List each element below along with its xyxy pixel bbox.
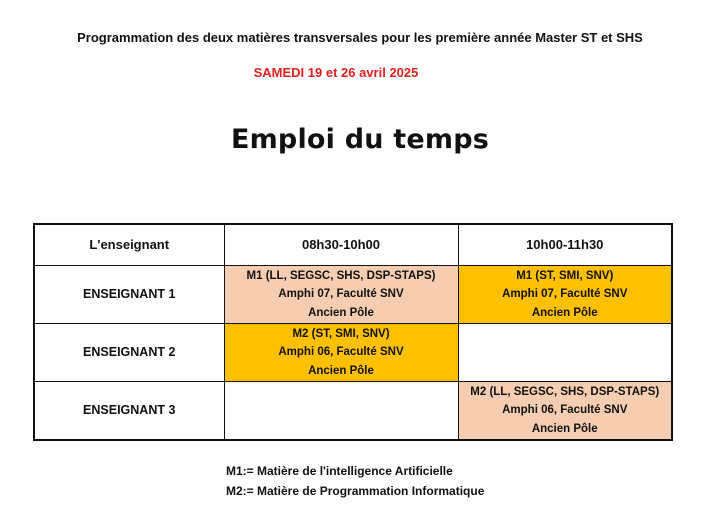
header-slot-1: 08h30-10h00 [224, 224, 458, 266]
page-title: Emploi du temps [230, 124, 490, 155]
timetable [33, 223, 673, 441]
course-cell [224, 324, 458, 382]
table-row [34, 266, 672, 324]
place-label: Ancien Pôle [308, 306, 374, 319]
date-line: SAMEDI 19 et 26 avril 2025 [253, 65, 419, 80]
course-label: M1 (LL, SEGSC, SHS, DSP-STAPS) [246, 269, 436, 282]
empty-cell [224, 382, 458, 441]
course-label: M1 (ST, SMI, SNV) [516, 269, 614, 282]
empty-cell [458, 324, 672, 382]
header-slot-2: 10h00-11h30 [458, 224, 672, 266]
course-cell [224, 266, 458, 324]
place-label: Ancien Pôle [531, 306, 598, 319]
table-row [34, 324, 672, 382]
course-cell [458, 266, 672, 324]
course-label: M2 (ST, SMI, SNV) [292, 327, 390, 340]
course-label: M2 (LL, SEGSC, SHS, DSP-STAPS) [470, 385, 660, 398]
room-label: Amphi 06, Faculté SNV [278, 346, 404, 359]
room-label: Amphi 07, Faculté SNV [278, 288, 404, 301]
document-subtitle: Programmation des deux matières transversales pour les première année Master ST et SHS [77, 30, 643, 45]
course-cell [458, 382, 672, 441]
table-row [34, 382, 672, 441]
legend-m1: M1:= Matière de l'intelligence Artificielle [226, 464, 453, 478]
teacher-name: ENSEIGNANT 2 [34, 324, 224, 382]
table-header-row [34, 224, 672, 266]
room-label: Amphi 07, Faculté SNV [502, 288, 628, 301]
legend-m2: M2:= Matière de Programmation Informatique [226, 484, 485, 498]
place-label: Ancien Pôle [308, 364, 374, 377]
header-teacher: L'enseignant [34, 224, 224, 266]
room-label: Amphi 06, Faculté SNV [502, 404, 628, 417]
place-label: Ancien Pôle [531, 422, 598, 435]
teacher-name: ENSEIGNANT 1 [34, 266, 224, 324]
teacher-name: ENSEIGNANT 3 [34, 382, 224, 441]
